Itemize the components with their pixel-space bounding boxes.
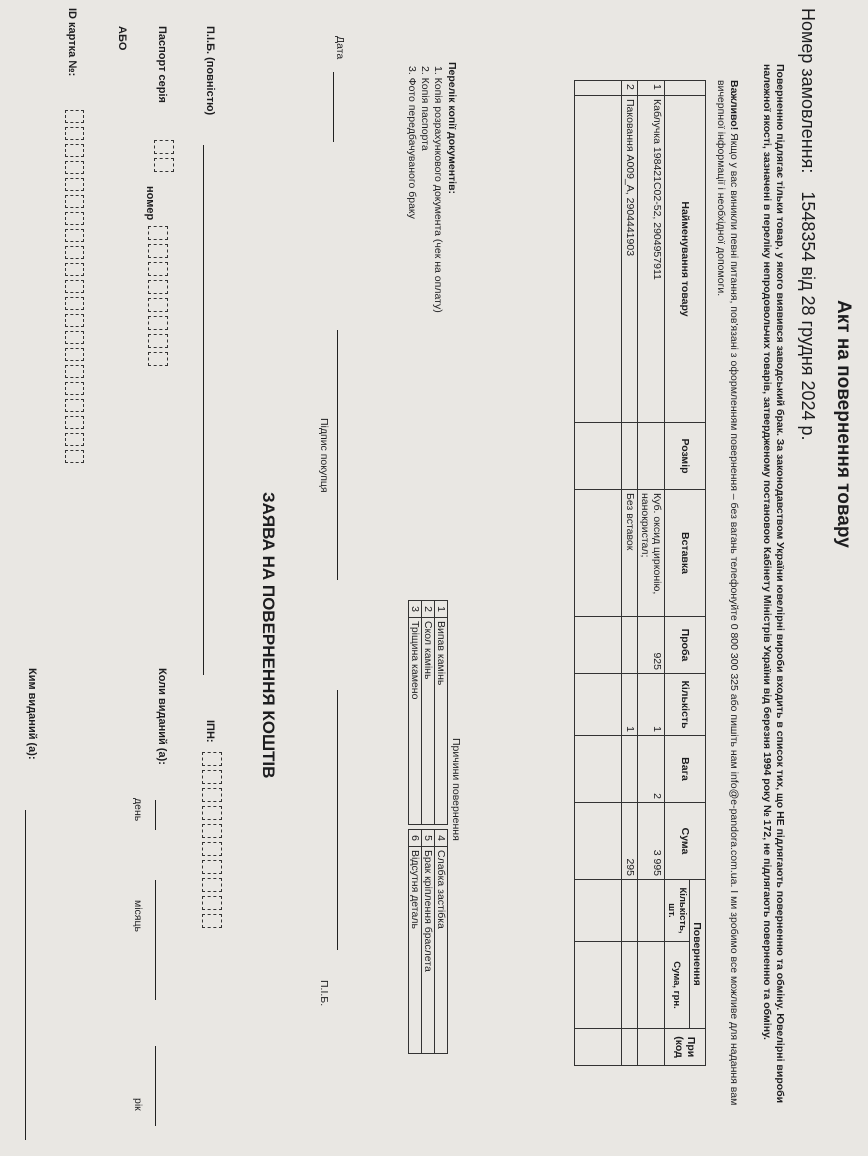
row-sum: 3 995	[638, 803, 665, 880]
issued-by-field[interactable]	[25, 810, 26, 1140]
document-title: Акт на повернення товару	[833, 300, 854, 548]
id-card-label: ID картка №:	[66, 8, 78, 77]
reason-code: 4	[435, 830, 448, 847]
row-reason	[622, 1029, 638, 1066]
reasons-table	[408, 600, 448, 1054]
row-return-sum	[638, 942, 665, 1029]
document-item: 1. Копія розрахункового документа (чек на оплату)	[432, 66, 444, 313]
passport-number-label: номер	[144, 186, 156, 221]
reason-text: Брак кріплення браслета	[422, 847, 435, 1054]
month-caption: місяць	[132, 900, 144, 932]
row-qty: 1	[638, 674, 665, 736]
passport-series-boxes[interactable]	[154, 140, 174, 176]
row-name: Паковання A009_A, 2904441903	[622, 96, 638, 423]
reason-code: 5	[422, 830, 435, 847]
reason-code: 2	[422, 601, 435, 618]
reason-row	[409, 601, 422, 1054]
id-card-boxes[interactable]	[65, 110, 84, 467]
table-row	[638, 81, 665, 1066]
document-item: 2. Копія паспорта	[419, 66, 431, 151]
buyer-name-label: П.І.Б.	[318, 980, 330, 1007]
important-text: Якщо у вас виникли певні питання, пов'язані з оформленням повернення – без вагань телефонуйте 0 800 300 325 або пишіть нам info@e-pandora.com.ua. І ми зробимо все можливе для надання вам вичерпної інформації і необхідної допомоги.	[715, 80, 740, 1106]
refund-heading: ЗАЯВА НА ПОВЕРНЕННЯ КОШТІВ	[259, 492, 278, 779]
issued-by-label: Ким виданий (а):	[26, 668, 38, 760]
order-number-line	[797, 8, 818, 441]
col-probe: Проба	[665, 617, 706, 674]
ipn-label: ІПН:	[204, 720, 216, 743]
important-note	[714, 80, 740, 1150]
document-item: 3. Фото передбачуваного браку	[406, 66, 418, 219]
col-qty: Кількість	[665, 674, 706, 736]
order-label: Номер замовлення:	[798, 8, 818, 174]
reason-row	[435, 601, 448, 1054]
row-name: Каблучка 198421C02-52, 2904957911	[638, 96, 665, 423]
issued-year-field[interactable]	[155, 1046, 156, 1126]
issued-month-field[interactable]	[155, 880, 156, 1000]
date-label: Дата	[334, 36, 346, 60]
buyer-signature-label: Підпис покупця	[318, 418, 330, 493]
full-name-label: П.І.Б. (повністю)	[204, 26, 216, 116]
col-return-group: Повернення	[690, 880, 706, 1029]
order-value: 1548354 від 28 грудня 2024 р.	[798, 191, 818, 441]
row-reason	[638, 1029, 665, 1066]
col-weight: Вага	[665, 736, 706, 803]
row-size	[638, 423, 665, 490]
col-sum: Сума	[665, 803, 706, 880]
row-return-qty	[622, 880, 638, 942]
col-index	[665, 81, 706, 96]
row-return-qty	[638, 880, 665, 942]
reason-code: 6	[409, 830, 422, 847]
day-caption: день	[132, 798, 144, 822]
row-insert: Без вставок	[622, 490, 638, 617]
row-return-sum	[622, 942, 638, 1029]
reason-code: 1	[435, 601, 448, 618]
col-return-qty: Кількість, шт.	[665, 880, 690, 942]
row-index: 2	[622, 81, 638, 96]
ipn-boxes[interactable]	[202, 752, 222, 932]
row-sum: 295	[622, 803, 638, 880]
date-field[interactable]	[333, 72, 334, 142]
reason-code: 3	[409, 601, 422, 618]
row-weight	[622, 736, 638, 803]
reason-text: Тріщина камено	[409, 618, 422, 825]
table-row	[575, 81, 622, 1066]
row-probe	[622, 617, 638, 674]
col-return-sum: Сума, грн.	[665, 942, 690, 1029]
issued-day-field[interactable]	[155, 800, 156, 830]
or-label: АБО	[116, 26, 128, 51]
buyer-signature-field[interactable]	[337, 330, 338, 580]
buyer-name-field[interactable]	[337, 690, 338, 950]
col-name: Найменування товару	[665, 96, 706, 423]
important-label: Важливо!	[728, 80, 740, 131]
reason-row	[422, 601, 435, 1054]
row-insert: Куб. оксид цирконію, нанокристал;	[638, 490, 665, 617]
reason-text: Відсутня деталь	[409, 847, 422, 1054]
return-policy-notice: Поверненню підлягає тільки товар, у якого виявився заводський брак. За законодавством України ювелірні вироби входить в список тих, що НЕ підлягають поверненню та обміну. Ювелірні вироби належної якості, зазначені в переліку непродовольчих товарів, затвердженому постановою Кабінету Міністрів України від березня 1994 року № 172, не підлягають поверненню та обміну.	[761, 64, 786, 1104]
reason-text: Скол камінь	[422, 618, 435, 825]
passport-number-boxes[interactable]	[148, 226, 168, 370]
col-insert: Вставка	[665, 490, 706, 617]
row-probe: 925	[638, 617, 665, 674]
row-index: 1	[638, 81, 665, 96]
col-size: Розмір	[665, 423, 706, 490]
full-name-field[interactable]	[203, 145, 204, 675]
col-reason: При (код	[665, 1029, 706, 1066]
reasons-title: Причини повернення	[450, 738, 462, 841]
goods-table	[574, 80, 706, 1066]
table-row	[622, 81, 638, 1066]
reason-text: Випав камінь	[435, 618, 448, 825]
passport-series-label: Паспорт серія	[156, 26, 168, 103]
year-caption: рік	[132, 1098, 144, 1111]
row-size	[622, 423, 638, 490]
reason-text: Слабка застібка	[435, 847, 448, 1054]
row-weight: 2	[638, 736, 665, 803]
issued-when-label: Коли виданий (а):	[156, 668, 168, 765]
documents-title: Перелік копії документів:	[446, 62, 458, 195]
row-qty: 1	[622, 674, 638, 736]
